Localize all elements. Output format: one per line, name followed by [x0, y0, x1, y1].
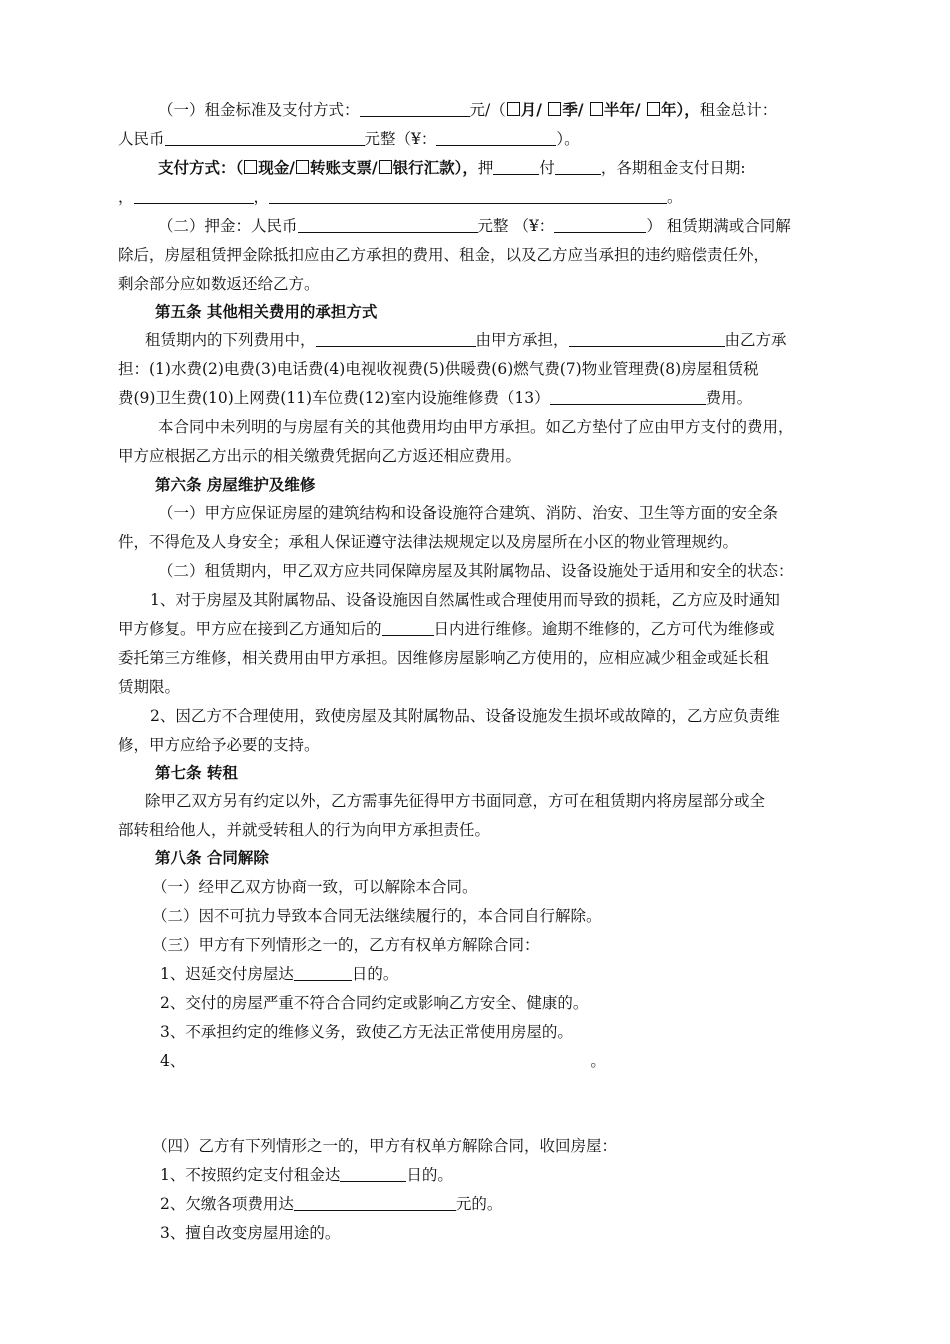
checkbox-quarterly[interactable]: [548, 102, 561, 116]
checkbox-cash[interactable]: [244, 160, 257, 174]
paragraph-line: 3、不承担约定的维修义务，致使乙方无法正常使用房屋的。: [160, 1023, 573, 1041]
rent-total-line: 人民币 元整（¥： ）。: [118, 130, 580, 148]
paragraph-line: 本合同中未列明的与房屋有关的其他费用均由甲方承担。如乙方垫付了应由甲方支付的费用，: [158, 418, 794, 436]
paragraph-line: （一）甲方应保证房屋的建筑结构和设备设施符合建筑、消防、治安、卫生等方面的安全条: [158, 504, 779, 522]
article-7-heading: 第七条 转租: [155, 763, 238, 782]
checkbox-bank-transfer[interactable]: [379, 160, 392, 174]
payment-date-blank-1[interactable]: [134, 188, 254, 204]
paragraph-line: 剩余部分应如数返还给乙方。: [118, 275, 320, 293]
paragraph-line: 1、对于房屋及其附属物品、设备设施因自然属性或合理使用而导致的损耗，乙方应及时通知: [150, 591, 780, 609]
rent-arrears-days-blank[interactable]: [340, 1166, 406, 1182]
deposit-number-blank[interactable]: [554, 217, 646, 233]
checkbox-monthly[interactable]: [507, 102, 520, 116]
paragraph-line: 件，不得危及人身安全；承租人保证遵守法律法规规定以及房屋所在小区的物业管理规约。: [118, 533, 739, 551]
deposit-line: （二）押金：人民币 元整 （¥： ） 租赁期满或合同解: [158, 217, 791, 235]
checkbox-check[interactable]: [296, 160, 309, 174]
other-fee-blank[interactable]: [550, 389, 706, 405]
checkbox-yearly[interactable]: [647, 102, 660, 116]
paragraph-line: 甲方应根据乙方出示的相关缴费凭据向乙方返还相应费用。: [118, 447, 522, 465]
article-5-heading: 第五条 其他相关费用的承担方式: [155, 302, 378, 321]
paragraph-line: 担：(1)水费(2)电费(3)电话费(4)电视收视费(5)供暖费(6)燃气费(7)物业管理费(8)房屋租赁税: [118, 360, 759, 378]
fee-arrears-amount-blank[interactable]: [294, 1195, 456, 1211]
tenant-fees-blank[interactable]: [569, 331, 725, 347]
fees-list-line: 费(9)卫生费(10)上网费(11)车位费(12)室内设施维修费（13） 费用。: [118, 389, 753, 407]
payment-dates-line: ， ， 。: [118, 188, 683, 206]
paragraph-line: （二）因不可抗力导致本合同无法继续履行的，本合同自行解除。: [152, 907, 602, 925]
deposit-months-blank[interactable]: [493, 159, 539, 175]
paragraph-line: 3、擅自改变房屋用途的。: [160, 1224, 341, 1242]
paragraph-line: 除甲乙双方另有约定以外，乙方需事先征得甲方书面同意，方可在租赁期内将房屋部分或全: [145, 792, 766, 810]
paragraph-line: 委托第三方维修，相关费用由甲方承担。因维修房屋影响乙方使用的，应相应减少租金或延长租: [118, 649, 770, 667]
landlord-fees-blank[interactable]: [316, 331, 476, 347]
deposit-amount-blank[interactable]: [298, 217, 478, 233]
rent-total-number-blank[interactable]: [436, 130, 556, 146]
article-6-heading: 第六条 房屋维护及维修: [155, 475, 316, 494]
paragraph-line: （二）租赁期内，甲乙双方应共同保障房屋及其附属物品、设备设施处于适用和安全的状态：: [158, 562, 794, 580]
paragraph-line: （三）甲方有下列情形之一的，乙方有权单方解除合同：: [152, 936, 540, 954]
article-8-heading: 第八条 合同解除: [155, 848, 269, 867]
delay-days-line: 1、迟延交付房屋达 日的。: [160, 965, 399, 983]
paragraph-line: 2、因乙方不合理使用，致使房屋及其附属物品、设备设施发生损坏或故障的，乙方应负责维: [150, 707, 780, 725]
checkbox-half-year[interactable]: [590, 102, 603, 116]
rent-total-blank[interactable]: [165, 130, 365, 146]
repair-days-blank[interactable]: [382, 620, 434, 636]
rent-amount-blank[interactable]: [360, 101, 470, 117]
rent-standard-line: （一）租金标准及支付方式： 元/（ 月/ 季/ 半年/ 年），租金总计：: [158, 100, 778, 119]
repair-days-line: 甲方修复。甲方应在接到乙方通知后的 日内进行维修。逾期不维修的，乙方可代为维修或: [118, 620, 775, 638]
payment-date-blank-2[interactable]: [269, 188, 667, 204]
paragraph-line: 2、交付的房屋严重不符合合同约定或影响乙方安全、健康的。: [160, 994, 589, 1012]
paragraph-line: （四）乙方有下列情形之一的，甲方有权单方解除合同，收回房屋：: [152, 1137, 618, 1155]
paragraph-line: 赁期限。: [118, 678, 181, 696]
paragraph-line: 修，甲方应给予必要的支持。: [118, 736, 320, 754]
paragraph-line: （一）经甲乙双方协商一致，可以解除本合同。: [152, 878, 478, 896]
paragraph-line: 部转租给他人，并就受转租人的行为向甲方承担责任。: [118, 821, 491, 839]
pay-months-blank[interactable]: [555, 159, 601, 175]
delay-days-blank[interactable]: [294, 965, 352, 981]
other-clause-line: 4、 。: [160, 1052, 606, 1070]
payment-method-line: 支付方式：（ 现金/ 转账支票/ 银行汇款），押 付 ，各期租金支付日期:: [158, 158, 746, 177]
rent-arrears-line: 1、不按照约定支付租金达 日的。: [160, 1166, 453, 1184]
fees-line: 租赁期内的下列费用中， 由甲方承担， 由乙方承: [145, 331, 787, 349]
paragraph-line: 除后，房屋租赁押金除抵扣应由乙方承担的费用、租金，以及乙方应当承担的违约赔偿责任外，: [118, 246, 770, 264]
fee-arrears-line: 2、欠缴各项费用达 元的。: [160, 1195, 503, 1213]
